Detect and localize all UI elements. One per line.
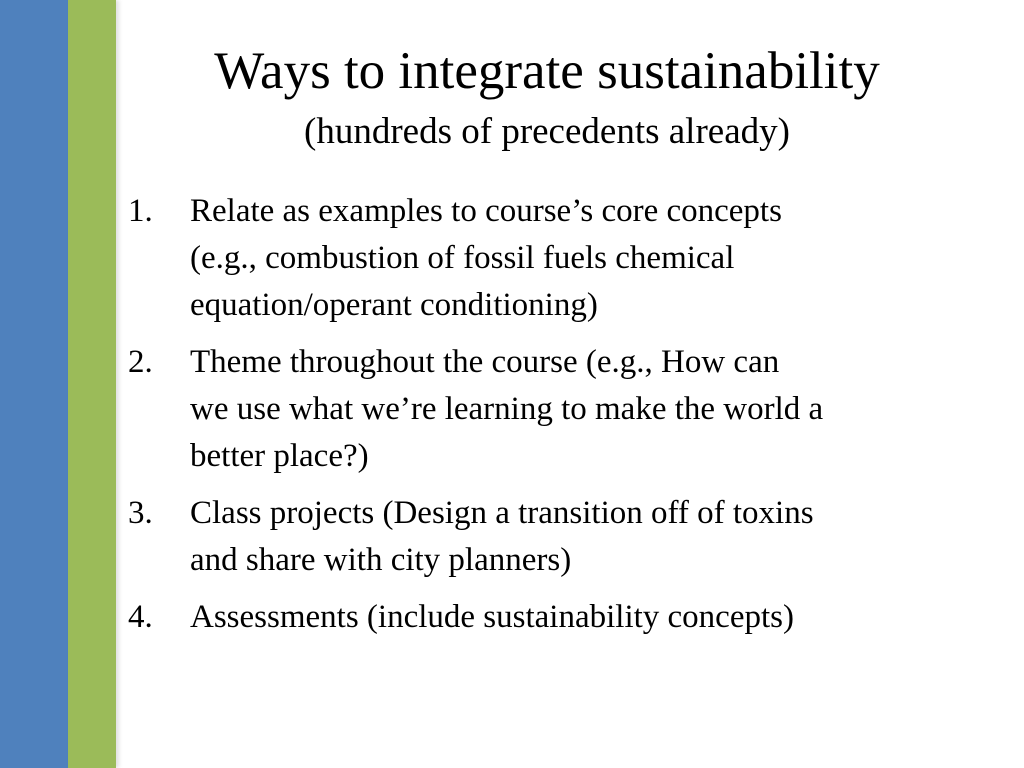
numbered-list <box>128 188 1008 651</box>
list-item-number: 4. <box>128 599 153 635</box>
green-accent-bar <box>68 0 116 768</box>
list-item-3 <box>128 490 1008 584</box>
list-item-text: Relate as examples to course’s core concepts (e.g., combustion of fossil fuels chemical equation/operant conditioning) <box>190 193 782 323</box>
list-item-text: Theme throughout the course (e.g., How can we use what we’re learning to make the world a better place?) <box>190 344 824 474</box>
list-item-number: 3. <box>128 495 153 531</box>
list-item-text: Class projects (Design a transition off of toxins and share with city planners) <box>190 495 814 578</box>
list-item-number: 2. <box>128 344 153 380</box>
list-item-text: Assessments (include sustainability concepts) <box>190 599 794 635</box>
list-item-number: 1. <box>128 193 153 229</box>
slide-title: Ways to integrate sustainability <box>214 42 880 100</box>
list-item-2 <box>128 339 1008 480</box>
slide-subtitle: (hundreds of precedents already) <box>304 111 790 152</box>
list-item-4 <box>128 594 1008 641</box>
list-item-1 <box>128 188 1008 329</box>
blue-accent-bar <box>0 0 68 768</box>
